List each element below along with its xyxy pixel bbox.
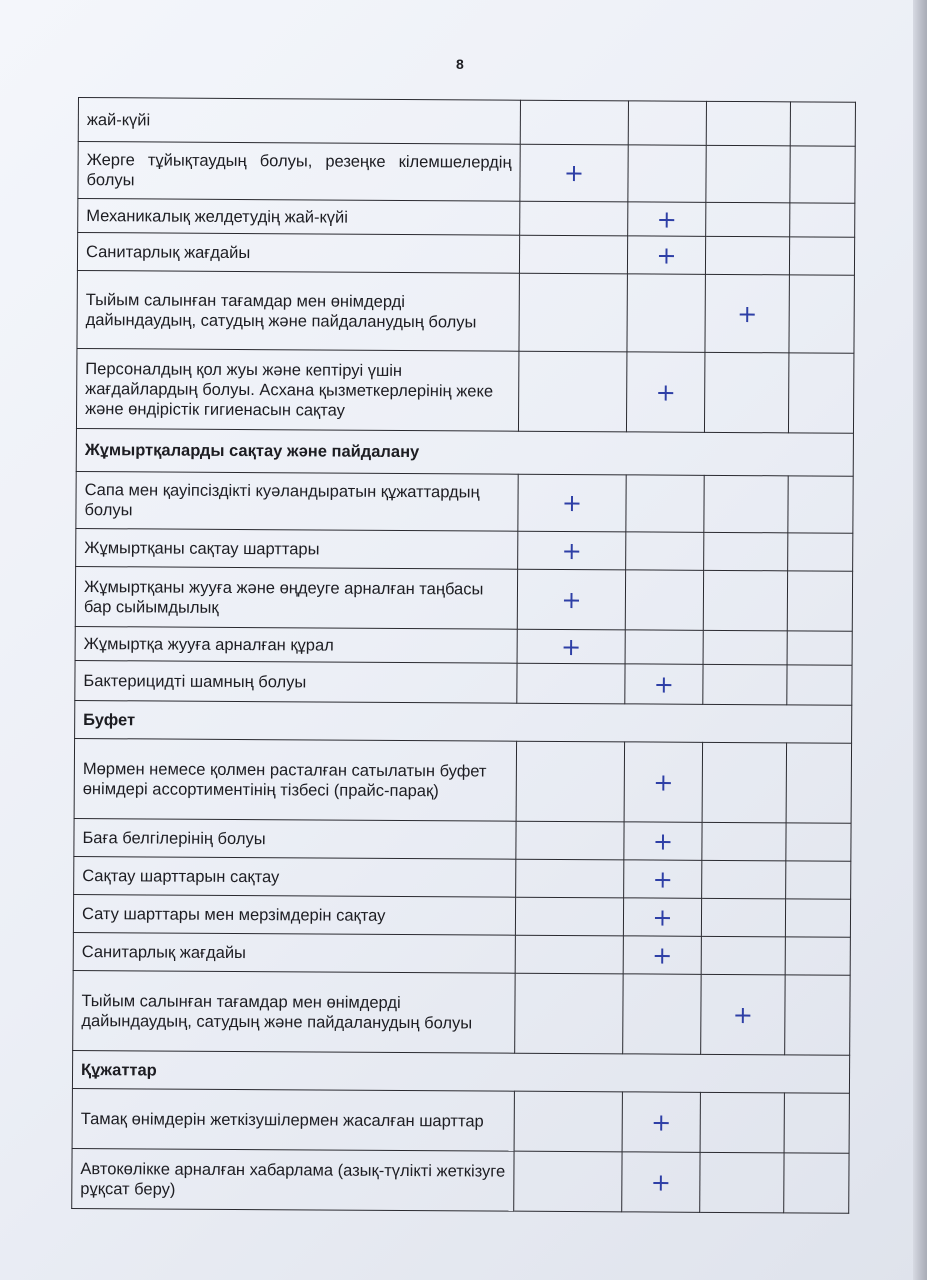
handwritten-plus-mark: + xyxy=(561,488,583,518)
mark-cell-3 xyxy=(706,101,790,146)
criterion-text: Сақтау шарттарын сақтау xyxy=(74,856,516,897)
mark-cell-4 xyxy=(789,237,854,275)
section-header-row xyxy=(72,1050,849,1093)
section-title: Құжаттар xyxy=(72,1050,849,1093)
section-title: Жұмыртқаларды сақтау және пайдалану xyxy=(76,428,853,476)
handwritten-plus-mark: + xyxy=(561,632,582,661)
handwritten-plus-mark: + xyxy=(652,903,673,932)
mark-cell-1 xyxy=(517,569,625,630)
section-header-row xyxy=(76,428,853,476)
criterion-text: Сапа мен қауіпсіздікті куәландыратын құжаттардың болуы xyxy=(76,471,518,531)
mark-cell-1 xyxy=(515,935,623,974)
handwritten-plus-mark: + xyxy=(561,585,582,614)
mark-cell-3 xyxy=(704,475,788,533)
mark-cell-4 xyxy=(788,353,853,433)
mark-cell-3 xyxy=(703,570,787,631)
checklist-row xyxy=(74,738,851,823)
mark-cell-4 xyxy=(790,146,855,203)
mark-cell-3 xyxy=(700,1152,784,1213)
mark-cell-3 xyxy=(702,860,786,899)
mark-cell-3 xyxy=(703,664,787,705)
handwritten-plus-mark: + xyxy=(563,158,585,188)
handwritten-plus-mark: + xyxy=(651,1108,672,1137)
criterion-text: Тамақ өнімдерін жеткізушілермен жасалған шарттар xyxy=(72,1088,514,1151)
mark-cell-1 xyxy=(514,1091,622,1152)
criterion-text: Тыйым салынған тағамдар мен өнімдерді дайындаудың, сатудың және пайдаланудың болуы xyxy=(73,970,515,1053)
mark-cell-4 xyxy=(789,275,854,353)
handwritten-plus-mark: + xyxy=(653,768,674,797)
section-header-row xyxy=(75,700,852,743)
mark-cell-4 xyxy=(787,631,852,665)
mark-cell-3 xyxy=(705,274,789,353)
criterion-text: Тыйым салынған тағамдар мен өнімдерді дайындаудың, сатудың және пайдаланудың болуы xyxy=(77,270,519,351)
checklist-row xyxy=(76,348,853,433)
mark-cell-1 xyxy=(515,973,623,1054)
mark-cell-4 xyxy=(785,937,850,975)
mark-cell-3 xyxy=(704,352,788,433)
mark-cell-2 xyxy=(625,570,703,630)
criterion-text: Жұмыртқаны сақтау шарттары xyxy=(76,528,518,569)
checklist-row xyxy=(78,199,855,238)
mark-cell-3 xyxy=(701,974,785,1055)
mark-cell-1 xyxy=(520,144,628,202)
handwritten-plus-mark: + xyxy=(656,241,677,270)
mark-cell-4 xyxy=(786,861,851,899)
mark-cell-4 xyxy=(788,533,853,571)
checklist-row xyxy=(74,818,851,861)
checklist-row xyxy=(72,1148,849,1213)
criterion-text: жай-күйі xyxy=(78,98,520,145)
criterion-text: Баға белгілерінің болуы xyxy=(74,818,516,859)
handwritten-plus-mark: + xyxy=(652,865,673,894)
criterion-text: Механикалық желдетудің жай-күйі xyxy=(78,199,520,236)
page-edge-shadow xyxy=(913,0,927,1280)
mark-cell-4 xyxy=(790,203,855,237)
mark-cell-2 xyxy=(622,1152,700,1212)
checklist-row xyxy=(74,856,851,899)
mark-cell-2 xyxy=(624,860,702,898)
mark-cell-3 xyxy=(704,532,788,571)
handwritten-plus-mark: + xyxy=(737,299,758,328)
checklist-row xyxy=(73,894,850,937)
criterion-text: Санитарлық жағдайы xyxy=(73,932,515,973)
mark-cell-2 xyxy=(626,352,704,432)
section-title: Буфет xyxy=(75,700,852,743)
checklist-row xyxy=(73,932,850,975)
mark-cell-2 xyxy=(626,532,704,570)
mark-cell-1 xyxy=(520,201,628,236)
mark-cell-4 xyxy=(790,102,855,146)
mark-cell-1 xyxy=(519,235,627,274)
checklist-row xyxy=(78,142,855,204)
mark-cell-1 xyxy=(518,474,626,532)
mark-cell-1 xyxy=(517,663,625,704)
mark-cell-3 xyxy=(702,742,786,823)
handwritten-plus-mark: + xyxy=(652,827,674,856)
criterion-text: Автокөлікке арналған хабарлама (азық-түлікті жеткізуге рұқсат беру) xyxy=(72,1148,514,1211)
mark-cell-2 xyxy=(623,898,701,936)
checklist-row xyxy=(77,233,854,276)
handwritten-plus-mark: + xyxy=(650,1168,672,1197)
mark-cell-4 xyxy=(787,665,852,705)
mark-cell-1 xyxy=(520,100,628,145)
handwritten-plus-mark: + xyxy=(656,205,677,234)
mark-cell-3 xyxy=(701,936,785,975)
handwritten-plus-mark: + xyxy=(653,670,675,699)
mark-cell-1 xyxy=(514,1151,622,1212)
criterion-text: Бактерицидті шамның болуы xyxy=(75,660,517,703)
checklist-row xyxy=(77,270,854,353)
mark-cell-1 xyxy=(516,821,624,860)
mark-cell-2 xyxy=(628,145,706,202)
mark-cell-1 xyxy=(515,897,623,936)
criterion-text: Санитарлық жағдайы xyxy=(77,233,519,274)
mark-cell-2 xyxy=(624,822,702,860)
checklist-row xyxy=(75,626,852,665)
mark-cell-4 xyxy=(788,476,853,533)
mark-cell-2 xyxy=(628,202,706,236)
mark-cell-2 xyxy=(628,101,706,145)
handwritten-plus-mark: + xyxy=(732,1000,754,1029)
mark-cell-4 xyxy=(786,743,851,823)
mark-cell-1 xyxy=(517,629,625,664)
mark-cell-3 xyxy=(700,1092,784,1153)
mark-cell-3 xyxy=(705,236,789,275)
criterion-text: Сату шарттары мен мерзімдерін сақтау xyxy=(73,894,515,935)
checklist-row xyxy=(75,566,852,631)
criterion-text: Персоналдың қол жуы және кептіруі үшін жағдайлардың болуы. Асхана қызметкерлерінің жеке және өндірістік гигиенасын сақтау xyxy=(76,348,518,431)
mark-cell-2 xyxy=(625,630,703,664)
mark-cell-4 xyxy=(785,975,850,1055)
mark-cell-2 xyxy=(624,742,702,822)
page-number: 8 xyxy=(456,56,464,72)
mark-cell-2 xyxy=(623,936,701,974)
handwritten-plus-mark: + xyxy=(561,536,582,565)
checklist-row xyxy=(73,970,850,1055)
mark-cell-2 xyxy=(627,236,705,274)
mark-cell-3 xyxy=(703,630,787,665)
checklist-row xyxy=(76,471,853,533)
mark-cell-2 xyxy=(627,274,705,352)
checklist-row xyxy=(75,660,852,705)
handwritten-plus-mark: + xyxy=(655,378,676,407)
criterion-text: Мөрмен немесе қолмен расталған сатылатын буфет өнімдері ассортиментінің тізбесі (прайс-парақ) xyxy=(74,738,516,821)
mark-cell-3 xyxy=(702,822,786,861)
mark-cell-4 xyxy=(784,1153,849,1213)
mark-cell-3 xyxy=(701,898,785,937)
checklist-row xyxy=(76,528,853,571)
mark-cell-4 xyxy=(787,571,852,631)
mark-cell-1 xyxy=(516,859,624,898)
mark-cell-1 xyxy=(518,351,626,432)
mark-cell-4 xyxy=(784,1093,849,1153)
mark-cell-3 xyxy=(706,202,790,237)
checklist-row xyxy=(78,98,855,147)
checklist-table xyxy=(71,97,856,1214)
criterion-text: Жерге тұйықтаудың болуы, резеңке кілемшелердің болуы xyxy=(78,142,520,202)
criterion-text: Жұмыртқаны жууға және өңдеуге арналған таңбасы бар сыйымдылық xyxy=(75,566,517,629)
mark-cell-2 xyxy=(622,1092,700,1152)
mark-cell-3 xyxy=(706,145,790,203)
criterion-text: Жұмыртқа жууға арналған құрал xyxy=(75,626,517,663)
mark-cell-1 xyxy=(518,531,626,570)
mark-cell-1 xyxy=(519,273,627,352)
mark-cell-2 xyxy=(626,475,704,532)
mark-cell-2 xyxy=(623,974,701,1054)
checklist-row xyxy=(72,1088,849,1153)
mark-cell-1 xyxy=(516,741,624,822)
handwritten-plus-mark: + xyxy=(652,941,673,970)
mark-cell-4 xyxy=(786,823,851,861)
mark-cell-2 xyxy=(625,664,703,704)
mark-cell-4 xyxy=(785,899,850,937)
